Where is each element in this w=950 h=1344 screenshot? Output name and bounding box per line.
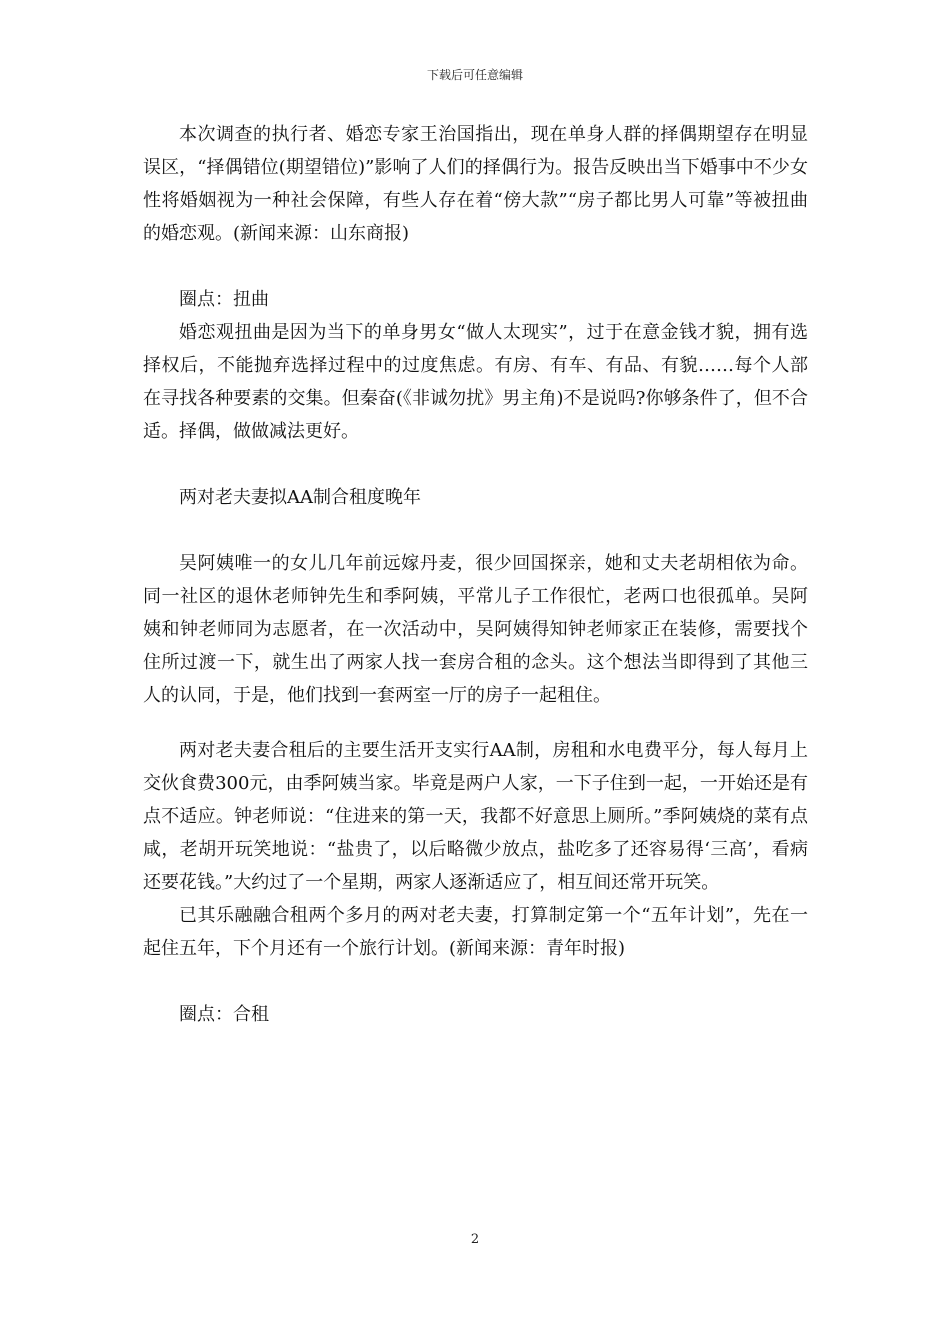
paragraph-story-intro: 吴阿姨唯一的女儿几年前远嫁丹麦，很少回国探亲，她和丈夫老胡相依为命。同一社区的退休老师钟先生和季阿姨，平常儿子工作很忙，老两口也很孤单。吴阿姨和钟老师同为志愿者，在一次活动中，吴阿姨得知钟老师家正在装修，需要找个住所过渡一下，就生出了两家人找一套房合租的念头。这个想法当即得到了其他三人的认同，于是，他们找到一套两室一厅的房子一起租住。 [143,553,808,706]
page-number: 2 [470,1232,480,1247]
comment-heading-distortion: 圈点：扭曲 [179,289,269,310]
page-header-note: 下载后可任意编辑 [426,68,523,82]
comment-heading-shared-rent: 圈点：合租 [179,1004,269,1025]
paragraph-distortion-comment: 婚恋观扭曲是因为当下的单身男女“做人太现实”，过于在意金钱才貌，拥有选择权后，不能抛弃选择过程中的过度焦虑。有房、有车、有品、有貌……每个人部在寻找各种要素的交集。但秦奋(《非诚勿扰》男主角)不是说吗?你够条件了，但不合适。择偶，做做减法更好。 [143,322,808,442]
spacer [143,250,808,283]
document-body [143,118,808,1031]
paragraph-aa-system: 两对老夫妻合租后的主要生活开支实行AA制，房租和水电费平分，每人每月上交伙食费300元，由季阿姨当家。毕竟是两户人家，一下子住到一起，一开始还是有点不适应。钟老师说：“住进来的第一天，我都不好意思上厕所。”季阿姨烧的菜有点咸，老胡开玩笑地说：“盐贵了，以后略微少放点，盐吃多了还容易得‘三高’，看病还要花钱。”大约过了一个星期，两家人逐渐适应了，相互间还常开玩笑。 [143,740,808,893]
spacer [143,965,808,998]
article-title-shared-rent: 两对老夫妻拟AA制合租度晚年 [179,487,421,508]
spacer [143,514,808,547]
spacer [143,712,808,734]
paragraph-survey: 本次调查的执行者、婚恋专家王治国指出，现在单身人群的择偶期望存在明显误区，“择偶错位(期望错位)”影响了人们的择偶行为。报告反映出当下婚事中不少女性将婚姻视为一种社会保障，有些人存在着“傍大款”“房子都比男人可靠”等被扭曲的婚恋观。(新闻来源：山东商报) [143,124,808,244]
spacer [143,448,808,481]
paragraph-five-year-plan: 已其乐融融合租两个多月的两对老夫妻，打算制定第一个“五年计划”，先在一起住五年，下个月还有一个旅行计划。(新闻来源：青年时报) [143,905,808,959]
